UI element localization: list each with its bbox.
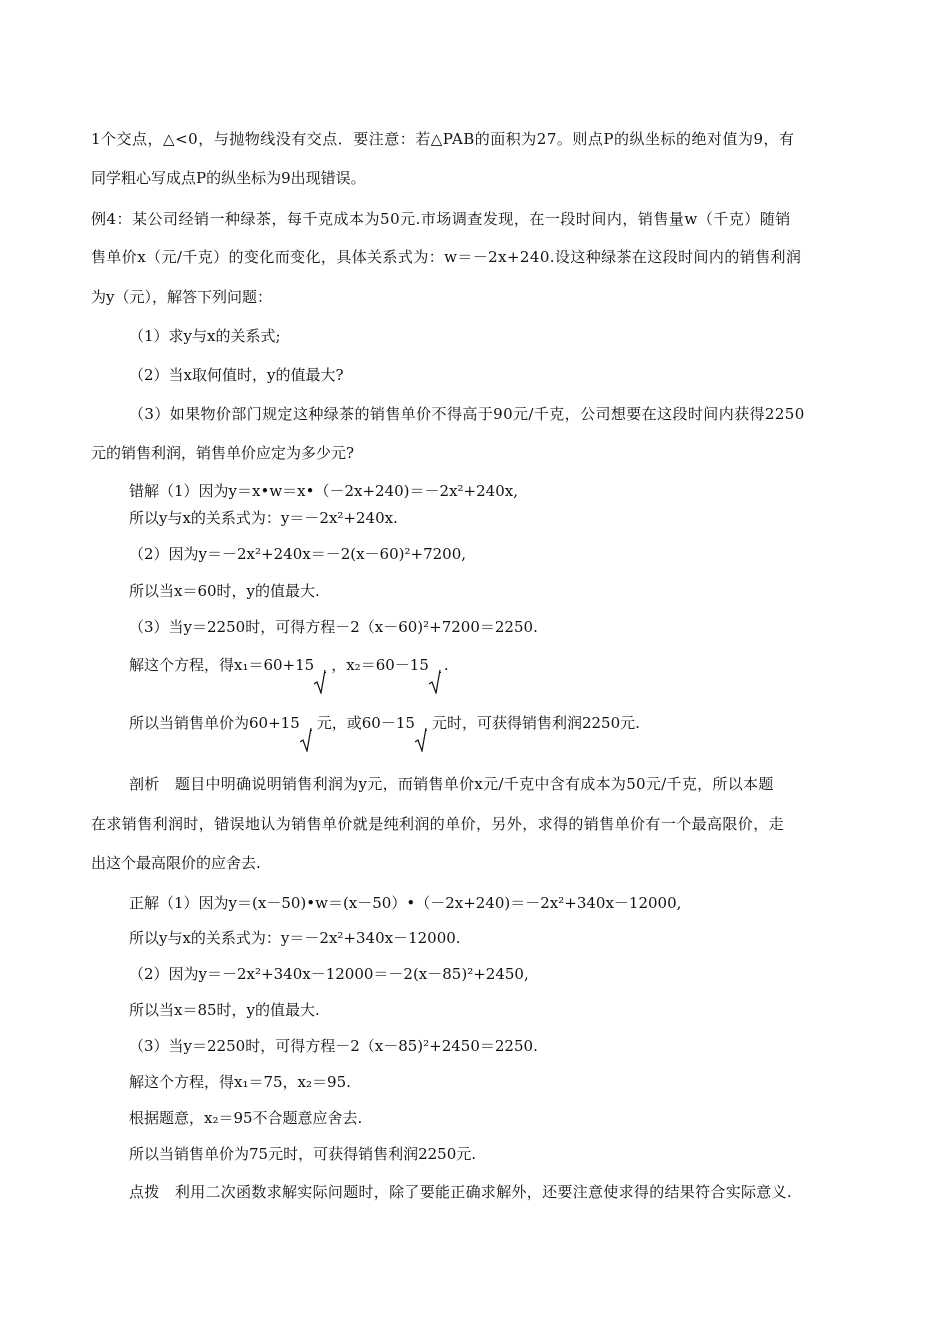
vinculum: [439, 672, 441, 673]
vinculum: [324, 672, 326, 673]
radical-sign-icon: [300, 728, 312, 752]
solution-text: ，x₂＝60－15: [331, 656, 429, 674]
solution-text: .: [443, 656, 449, 674]
solution-line: （3）当y＝2250时，可得方程－2（x－85)²+2450＝2250.: [129, 1037, 538, 1055]
solution-line: 所以y与x的关系式为：y＝－2x²+240x.: [129, 509, 398, 527]
radical-sign-icon: [429, 670, 441, 694]
solution-line: 所以y与x的关系式为：y＝－2x²+340x－12000.: [129, 929, 461, 947]
wrong-solution-heading: 错解（1）因为y＝x•w＝x•（－2x+240)＝－2x²+240x,: [129, 482, 518, 500]
paragraph-line: 售单价x（元/千克）的变化而变化，具体关系式为：w＝－2x+240.设这种绿茶在这段时间内的销售利润: [91, 248, 802, 266]
analysis-paragraph: 剖析 题目中明确说明销售利润为y元，而销售单价x元/千克中含有成本为50元/千克，所以本题: [129, 775, 774, 793]
solution-line: （2）因为y＝－2x²+240x＝－2(x－60)²+7200,: [129, 545, 467, 563]
sqrt-expression: [429, 672, 440, 692]
sqrt-expression: [415, 730, 426, 750]
solution-line: 所以当销售单价为75元时，可获得销售利润2250元.: [129, 1145, 477, 1163]
paragraph-line: 在求销售利润时，错误地认为销售单价就是纯利润的单价，另外，求得的销售单价有一个最高限价，走: [91, 815, 785, 833]
paragraph-line: 出这个最高限价的应舍去.: [91, 854, 261, 872]
sqrt-expression: [314, 672, 325, 692]
solution-text: 元，或60－15: [316, 714, 415, 732]
solution-line: （3）当y＝2250时，可得方程－2（x－60)²+7200＝2250.: [129, 618, 538, 636]
solution-text: 解这个方程，得x₁＝60+15: [129, 656, 315, 674]
solution-answer-line: [129, 713, 640, 750]
question-2: （2）当x取何值时，y的值最大?: [129, 366, 344, 384]
radical-sign-icon: [415, 728, 427, 752]
radical-sign-icon: [314, 670, 326, 694]
paragraph-line: 元的销售利润，销售单价应定为多少元?: [91, 444, 355, 462]
tip-paragraph: 点拨 利用二次函数求解实际问题时，除了要能正确求解外，还要注意使求得的结果符合实际意义.: [129, 1183, 792, 1201]
solution-text: 所以当销售单价为60+15: [129, 714, 300, 732]
paragraph-line: 1个交点，△<0，与抛物线没有交点．要注意：若△PAB的面积为27。则点P的纵坐标的绝对值为9，有: [91, 130, 795, 148]
vinculum: [425, 730, 427, 731]
solution-line: 所以当x＝60时，y的值最大.: [129, 582, 320, 600]
question-3: （3）如果物价部门规定这种绿茶的销售单价不得高于90元/千克，公司想要在这段时间内获得2250: [129, 405, 805, 423]
question-1: （1）求y与x的关系式;: [129, 327, 281, 345]
paragraph-line: 同学粗心写成点P的纵坐标为9出现错误。: [91, 169, 366, 187]
vinculum: [310, 730, 312, 731]
paragraph-line: 为y（元），解答下列问题：: [91, 288, 272, 306]
solution-text: 元时，可获得销售利润2250元.: [431, 714, 640, 732]
solution-line: （2）因为y＝－2x²+340x－12000＝－2(x－85)²+2450,: [129, 965, 529, 983]
solution-line: 解这个方程，得x₁＝75，x₂＝95.: [129, 1073, 351, 1091]
correct-solution-heading: 正解（1）因为y＝(x－50)•w＝(x－50）•（－2x+240)＝－2x²+340x－12000,: [129, 894, 682, 912]
solution-line: 所以当x＝85时，y的值最大.: [129, 1001, 320, 1019]
example-4-statement: 例4：某公司经销一种绿茶，每千克成本为50元.市场调查发现，在一段时间内，销售量w（千克）随销: [91, 210, 791, 228]
sqrt-expression: [300, 730, 311, 750]
solution-line: 根据题意，x₂＝95不合题意应舍去.: [129, 1109, 363, 1127]
solution-roots-line: [129, 655, 449, 692]
